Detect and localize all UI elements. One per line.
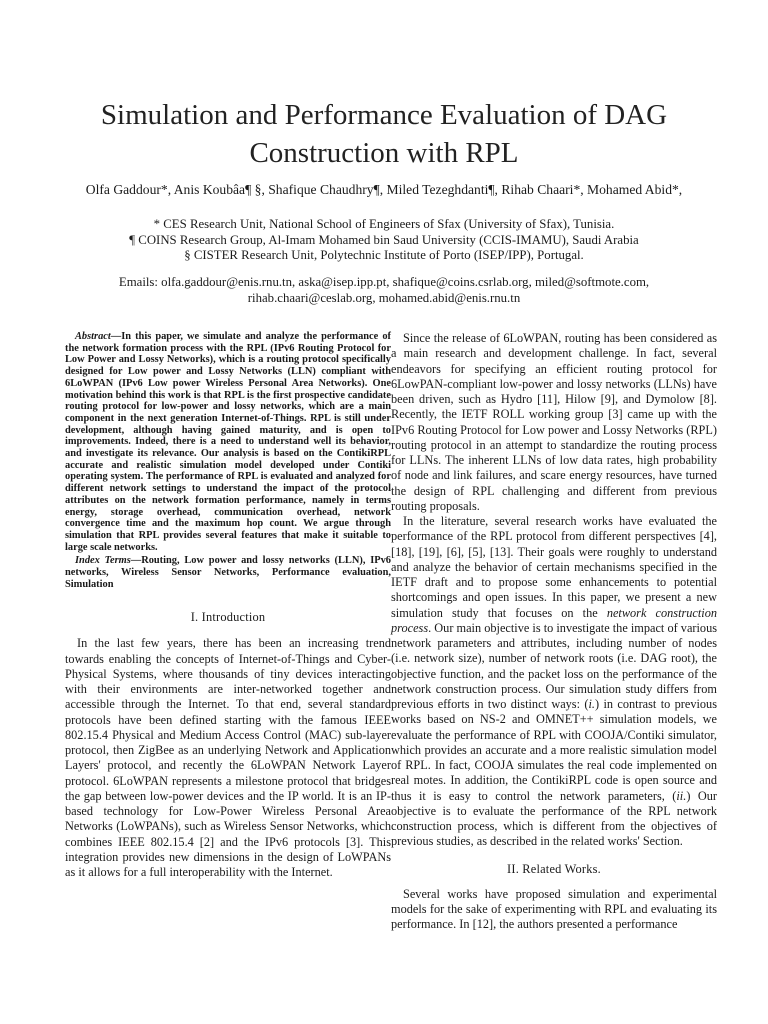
paragraph-rpl-routing: Since the release of 6LoWPAN, routing has been considered as a main research and development challenge. In fact, several endeavors for specifying an efficient routing protocol for 6LowPAN-compliant low-power and lossy networks (LLNs) have been driven, such as Hydro [11], Hilow [9], and Dymolow [8]. Recently, the IETF ROLL working group [3] came up with the IPv6 Routing Protocol for Low power and Lossy Networks (RPL) routing protocol in an attempt to standardize the routing process for LLNs. The inherent LLNs of low data rates, high probability of node and link failures, and scare energy resources, have turned the design of RPL challenging and different from previous routing proposals. (391, 331, 717, 513)
section-heading-related-works: II. Related Works. (507, 861, 601, 876)
literature-italic-3: ii. (676, 788, 687, 803)
abstract (65, 331, 391, 553)
section-heading-introduction: I. Introduction (190, 610, 266, 625)
right-column (391, 331, 717, 932)
paragraph-related-works: Several works have proposed simulation and experimental models for the sake of experimenting with RPL and evaluating its performance. In [12], the authors presented a performance (391, 886, 717, 931)
title-line-2: Construction with RPL (249, 137, 519, 169)
author-list: Olfa Gaddour*, Anis Koubâa¶ §, Shafique Chaudhry¶, Miled Tezeghdanti¶, Rihab Chaari*, Mohamed Abid*, (85, 182, 683, 197)
literature-text-b: . Our main objective is to investigate the impact of various network parameters and attributes, including number of nodes (i.e. network size), number of network roots (i.e. DAG root), the objective function, and the packet loss on the performance of the network construction process. Our simulation study differs from previous efforts in two distinct ways: ( (391, 620, 717, 711)
paper-title (40, 96, 728, 172)
title-line-1: Simulation and Performance Evaluation of DAG (100, 99, 668, 131)
index-terms (65, 555, 391, 590)
emails-line-2: rihab.chaari@ceslab.org, mohamed.abid@enis.rnu.tn (247, 290, 521, 305)
affiliation-1: * CES Research Unit, National School of Engineers of Sfax (University of Sfax), Tunisia. (153, 217, 615, 231)
left-column (65, 331, 391, 880)
intro-paragraph: In the last few years, there has been an increasing trend towards enabling the concepts of Internet-of-Things and Cyber-Physical Systems, where thousands of tiny devices interacting with their environments are inter-networked together and accessible through the Internet. To that end, several standard protocols have been defined starting with the famous IEEE 802.15.4 Physical and Medium Access Control (MAC) sub-layer protocol, then ZigBee as an underlying Network and Application Layers' protocol, and recently the 6LoWPAN Network Layer protocol. 6LoWPAN represents a milestone protocol that bridges the gap between low-power devices and the IP world. It is an IP-based technology for Low-Power Wireless Personal Area Networks (LoWPANs), such as Wireless Sensor Networks, which combines IEEE 802.15.4 [2] and the IPv6 protocols [3]. This integration provides new dimensions in the design of LoWPANs as it allows for a full interoperability with the Internet. (65, 636, 391, 880)
abstract-lead: Abstract (75, 331, 111, 342)
literature-italic-2: i. (588, 697, 595, 711)
literature-italic-1: network construction process (391, 605, 718, 635)
index-terms-body: —Routing, Low power and lossy networks (LLN), IPv6 networks, Wireless Sensor Networks, Performance evaluation, Simulation (65, 555, 391, 590)
paragraph-literature (391, 514, 717, 850)
literature-text-c: ) in contrast to previous works based on NS-2 and OMNET++ simulation models, we evaluate the performance of RPL with COOJA/Contiki simulator, which provides an accurate and a more realistic simulation model of RPL. In fact, COOJA simulates the real code implemented on real motes. In addition, the ContikiRPL code is open source and thus it is easy to control the network parameters, ( (391, 697, 717, 803)
affiliation-2: ¶ COINS Research Group, Al-Imam Mohamed bin Saud University (CCIS-IMAMU), Saudi Arabia (129, 232, 639, 247)
literature-text-a: In the literature, several research works have evaluated the performance of the RPL protocol from different perspectives [4], [18], [19], [6], [5], [13]. Their goals were roughly to understand and analyze the behavior of certain mechanisms specified in the IETF draft and to propose some enhancements to potential shortcomings and open issues. In this paper, we present a new simulation study that focuses on the (391, 514, 717, 620)
emails (20, 275, 748, 306)
affiliations (30, 217, 738, 264)
index-terms-lead: Index Terms (75, 555, 131, 567)
abstract-body: —In this paper, we simulate and analyze the performance of the network formation process with the RPL (IPv6 Routing Protocol for Low Power and Lossy Networks), which is a routing protocol specifically designed for Low power and Lossy Networks (LLN) compliant with 6LoWPAN (IPv6 Low power Wireless Personal Area Networks). One motivation behind this work is that RPL is the first prospective candidate routing protocol for low-power and lossy networks, which are a main component in the next generation Internet-of-Things. RPL is still under development, although having gained maturity, and is open to improvements. Indeed, there is a need to understand well its behavior, and investigate its relevance. Our analysis is based on the ContikiRPL accurate and realistic simulation model developed under Contiki operating system. The performance of RPL is evaluated and analyzed for different network settings to understand the impact of the protocol attributes on the network formation performance, namely in terms energy, storage overhead, communication overhead, network convergence time and the maximum hop count. We argue through simulation that RPL provides several features that make it suitable to large scale networks. (65, 331, 391, 553)
literature-text-d: ) Our objective is to evaluate the performance of the RPL network construction process, which is different from the objectives of previous studies, as described in the related works' Section. (391, 788, 717, 849)
affiliation-3: § CISTER Research Unit, Polytechnic Institute of Porto (ISEP/IPP), Portugal. (184, 248, 584, 262)
emails-line-1: Emails: olfa.gaddour@enis.rnu.tn, aska@isep.ipp.pt, shafique@coins.csrlab.org, miled@softmote.com, (118, 275, 650, 289)
